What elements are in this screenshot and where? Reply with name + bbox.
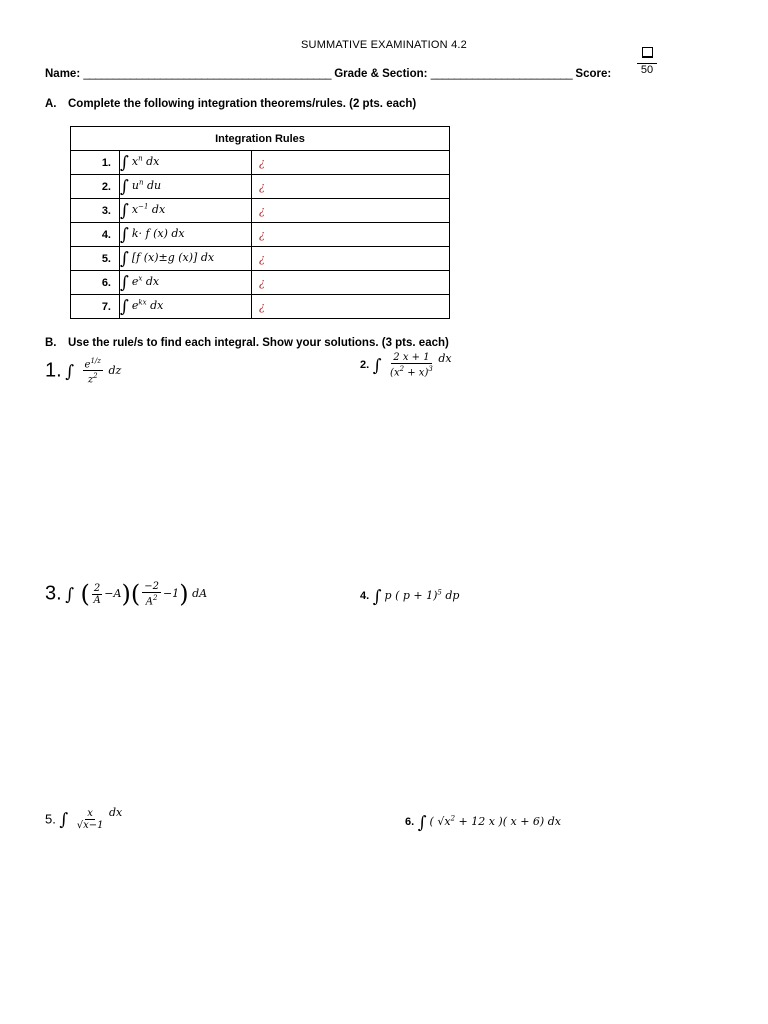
- rule-expression: ∫ [f (x)±g (x)] dx: [120, 247, 252, 271]
- rule-expression: ∫ $x^{-1}$ dx: [120, 199, 252, 223]
- rule-answer-cell[interactable]: ¿: [252, 199, 450, 223]
- rule-number: 1.: [71, 151, 120, 175]
- table-row: [71, 199, 450, 223]
- header-row: [45, 68, 611, 80]
- rule-expression: ∫ $x^n$ dx: [120, 151, 252, 175]
- rule-expression: ∫ k· f (x) dx: [120, 223, 252, 247]
- problem-3-tail: dA: [192, 587, 208, 600]
- problem-6: 6. ∫ ( $√x^2 + 12$ x )( x + 6) dx: [405, 813, 561, 833]
- rule-expression: ∫ $u^n$ du: [120, 175, 252, 199]
- name-line[interactable]: __________________________________________: [83, 68, 331, 80]
- problem-1-tail: dz: [108, 363, 122, 377]
- rule-number: 2.: [71, 175, 120, 199]
- score-label: Score:: [575, 68, 612, 80]
- problem-5: 5. ∫ $\frac{x}{√x-1}$ dx: [45, 806, 123, 831]
- section-a-instruction: [45, 98, 416, 110]
- rule-answer-cell[interactable]: ¿: [252, 175, 450, 199]
- section-b-instruction: [45, 337, 449, 349]
- rule-number: 4.: [71, 223, 120, 247]
- problem-2-number: 2.: [360, 359, 370, 372]
- grade-line[interactable]: ________________________: [430, 68, 573, 80]
- rule-answer-cell[interactable]: ¿: [252, 223, 450, 247]
- exam-title: SUMMATIVE EXAMINATION 4.2: [301, 39, 467, 51]
- section-b-label: B.: [45, 337, 57, 349]
- grade-label: Grade & Section:: [334, 68, 428, 80]
- table-row: [71, 175, 450, 199]
- problem-2: 2. ∫ $\frac{2 x + 1}{(x^2 + x)^3}$ dx: [360, 352, 452, 379]
- problem-5-number: 5.: [45, 811, 56, 827]
- score-fraction: [637, 47, 657, 76]
- problem-4-number: 4.: [360, 590, 370, 602]
- rule-answer-cell[interactable]: ¿: [252, 295, 450, 319]
- score-denominator: 50: [640, 64, 654, 76]
- rule-number: 5.: [71, 247, 120, 271]
- rule-number: 7.: [71, 295, 120, 319]
- rule-expression: ∫ $e^x$ dx: [120, 271, 252, 295]
- table-row: [71, 295, 450, 319]
- table-header: Integration Rules: [71, 127, 450, 151]
- rule-expression: ∫ $e^{kx}$ dx: [120, 295, 252, 319]
- problem-5-fraction: $\frac{x}{√x-1}$: [76, 807, 104, 831]
- rule-number: 6.: [71, 271, 120, 295]
- problem-3-number: 3.: [45, 582, 62, 605]
- table-row: [71, 271, 450, 295]
- problem-2-fraction: $\frac{2 x + 1}{(x^2 + x)^3}$: [390, 352, 433, 379]
- section-b-text: Use the rule/s to find each integral. Show your solutions. (3 pts. each): [68, 337, 449, 349]
- section-a-text: Complete the following integration theorems/rules. (2 pts. each): [68, 98, 417, 110]
- table-row: [71, 247, 450, 271]
- score-blank-box[interactable]: [642, 47, 653, 58]
- table-row: [71, 223, 450, 247]
- problem-1: 1. ∫ $\frac{e^{1/z}}{z^2}$ dz: [45, 357, 122, 386]
- problem-3: 3. ∫ ( $\frac{2}{A}$ −A)( $\frac{-2}{A^2}$ −1) dA: [45, 580, 208, 608]
- problem-1-number: 1.: [45, 359, 62, 382]
- rule-number: 3.: [71, 199, 120, 223]
- problem-6-number: 6.: [405, 816, 415, 828]
- problem-2-tail: dx: [438, 352, 452, 366]
- integration-rules-table: [70, 126, 450, 319]
- rule-answer-cell[interactable]: ¿: [252, 247, 450, 271]
- rule-answer-cell[interactable]: ¿: [252, 271, 450, 295]
- problem-4: 4. ∫ p ( p + 1)$^5$ dp: [360, 587, 460, 607]
- name-label: Name:: [45, 68, 81, 80]
- table-row: [71, 151, 450, 175]
- section-a-label: A.: [45, 98, 57, 110]
- rule-answer-cell[interactable]: ¿: [252, 151, 450, 175]
- problem-1-fraction: $\frac{e^{1/z}}{z^2}$: [84, 357, 101, 386]
